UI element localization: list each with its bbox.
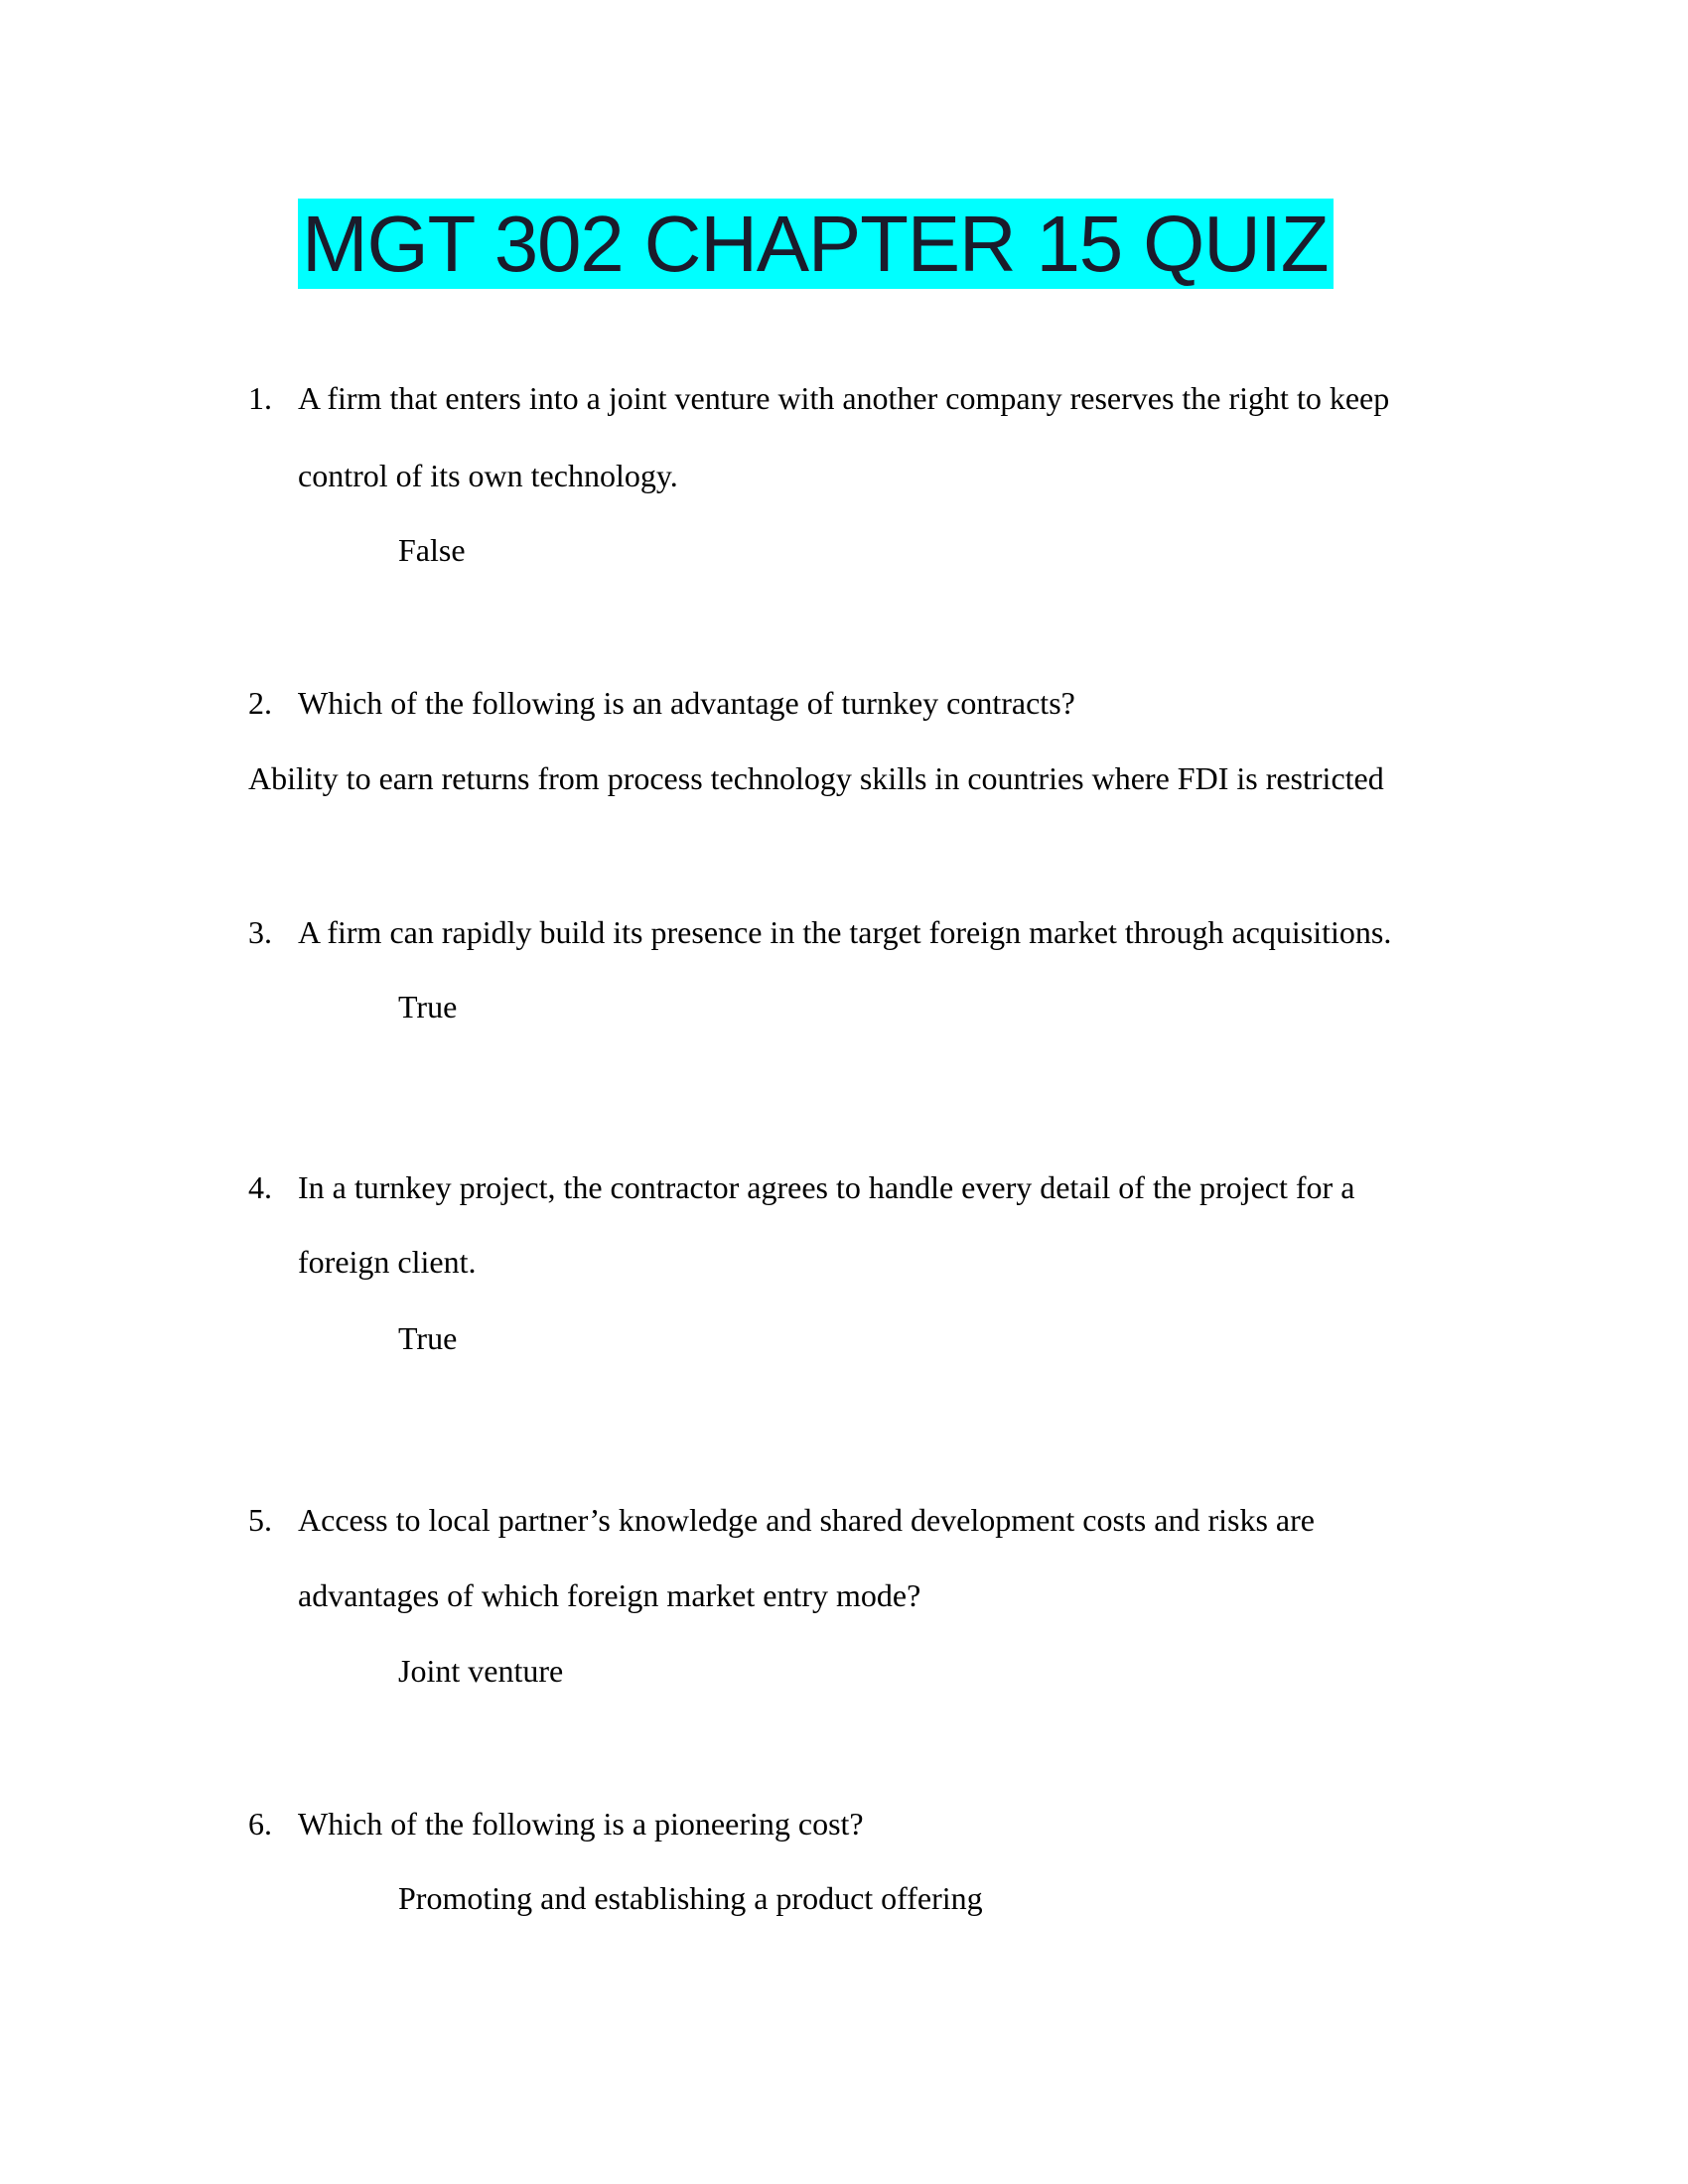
answer-text: Ability to earn returns from process technology skills in countries where FDI is restricted bbox=[248, 760, 1384, 796]
question-text: control of its own technology. bbox=[298, 458, 678, 493]
answer-text: Joint venture bbox=[398, 1653, 564, 1689]
question-number: 4. bbox=[248, 1169, 272, 1205]
question-number: 6. bbox=[248, 1806, 272, 1842]
question-text: A firm that enters into a joint venture with another company reserves the right to keep bbox=[298, 380, 1390, 416]
question-text: Access to local partner’s knowledge and shared development costs and risks are bbox=[298, 1502, 1315, 1538]
question-text: Which of the following is a pioneering cost? bbox=[298, 1806, 864, 1842]
answer-text: True bbox=[398, 1320, 458, 1356]
question-number: 5. bbox=[248, 1502, 272, 1538]
question-number: 1. bbox=[248, 380, 272, 416]
question-text: A firm can rapidly build its presence in the target foreign market through acquisitions. bbox=[298, 914, 1392, 950]
question-number: 2. bbox=[248, 685, 272, 721]
question-text: In a turnkey project, the contractor agrees to handle every detail of the project for a bbox=[298, 1169, 1355, 1205]
answer-text: False bbox=[398, 532, 466, 568]
question-text: Which of the following is an advantage of turnkey contracts? bbox=[298, 685, 1075, 721]
question-text: advantages of which foreign market entry mode? bbox=[298, 1577, 921, 1613]
answer-text: Promoting and establishing a product offering bbox=[398, 1880, 983, 1916]
question-number: 3. bbox=[248, 914, 272, 950]
question-text: foreign client. bbox=[298, 1244, 477, 1280]
answer-text: True bbox=[398, 989, 458, 1024]
page-title: MGT 302 CHAPTER 15 QUIZ bbox=[298, 199, 1334, 289]
